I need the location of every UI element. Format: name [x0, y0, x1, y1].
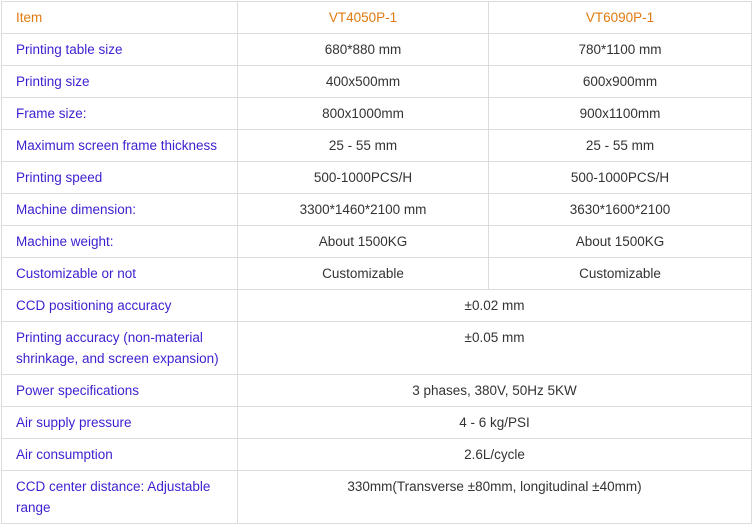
row-label: Air supply pressure: [2, 407, 238, 439]
row-label: Printing accuracy (non-material shrinkage, and screen expansion): [2, 322, 238, 375]
row-label: Printing size: [2, 66, 238, 98]
row-value-merged: 4 - 6 kg/PSI: [238, 407, 752, 439]
row-value-merged: 2.6L/cycle: [238, 439, 752, 471]
row-value-merged: 330mm(Transverse ±80mm, longitudinal ±40mm): [238, 471, 752, 524]
table-row: [2, 98, 752, 130]
row-value-a: 800x1000mm: [238, 98, 489, 130]
spec-table: [1, 1, 752, 524]
row-label: Air consumption: [2, 439, 238, 471]
row-label: Printing speed: [2, 162, 238, 194]
table-row: [2, 66, 752, 98]
row-value-b: 500-1000PCS/H: [489, 162, 752, 194]
row-value-b: 780*1100 mm: [489, 34, 752, 66]
header-item: Item: [2, 2, 238, 34]
row-value-b: About 1500KG: [489, 226, 752, 258]
row-value-merged: ±0.05 mm: [238, 322, 752, 375]
row-label: Power specifications: [2, 375, 238, 407]
row-value-a: 400x500mm: [238, 66, 489, 98]
row-label: Machine dimension:: [2, 194, 238, 226]
table-row: [2, 194, 752, 226]
table-row-merged: [2, 471, 752, 524]
row-value-a: About 1500KG: [238, 226, 489, 258]
row-label: Maximum screen frame thickness: [2, 130, 238, 162]
row-value-a: 500-1000PCS/H: [238, 162, 489, 194]
row-label: CCD center distance: Adjustable range: [2, 471, 238, 524]
row-value-merged: 3 phases, 380V, 50Hz 5KW: [238, 375, 752, 407]
row-label: CCD positioning accuracy: [2, 290, 238, 322]
row-value-b: 600x900mm: [489, 66, 752, 98]
table-row-merged: [2, 407, 752, 439]
row-value-b: Customizable: [489, 258, 752, 290]
row-value-a: Customizable: [238, 258, 489, 290]
table-row-merged: [2, 322, 752, 375]
table-row: [2, 226, 752, 258]
header-model-b: VT6090P-1: [489, 2, 752, 34]
row-value-b: 25 - 55 mm: [489, 130, 752, 162]
table-row: [2, 162, 752, 194]
table-row: [2, 130, 752, 162]
table-row: [2, 258, 752, 290]
row-value-a: 3300*1460*2100 mm: [238, 194, 489, 226]
row-label: Machine weight:: [2, 226, 238, 258]
row-label: Customizable or not: [2, 258, 238, 290]
row-value-a: 680*880 mm: [238, 34, 489, 66]
table-row-merged: [2, 375, 752, 407]
header-row: [2, 2, 752, 34]
header-model-a: VT4050P-1: [238, 2, 489, 34]
row-value-b: 3630*1600*2100: [489, 194, 752, 226]
table-row: [2, 34, 752, 66]
row-value-b: 900x1100mm: [489, 98, 752, 130]
row-label: Printing table size: [2, 34, 238, 66]
row-value-a: 25 - 55 mm: [238, 130, 489, 162]
row-value-merged: ±0.02 mm: [238, 290, 752, 322]
table-row-merged: [2, 290, 752, 322]
row-label: Frame size:: [2, 98, 238, 130]
table-row-merged: [2, 439, 752, 471]
